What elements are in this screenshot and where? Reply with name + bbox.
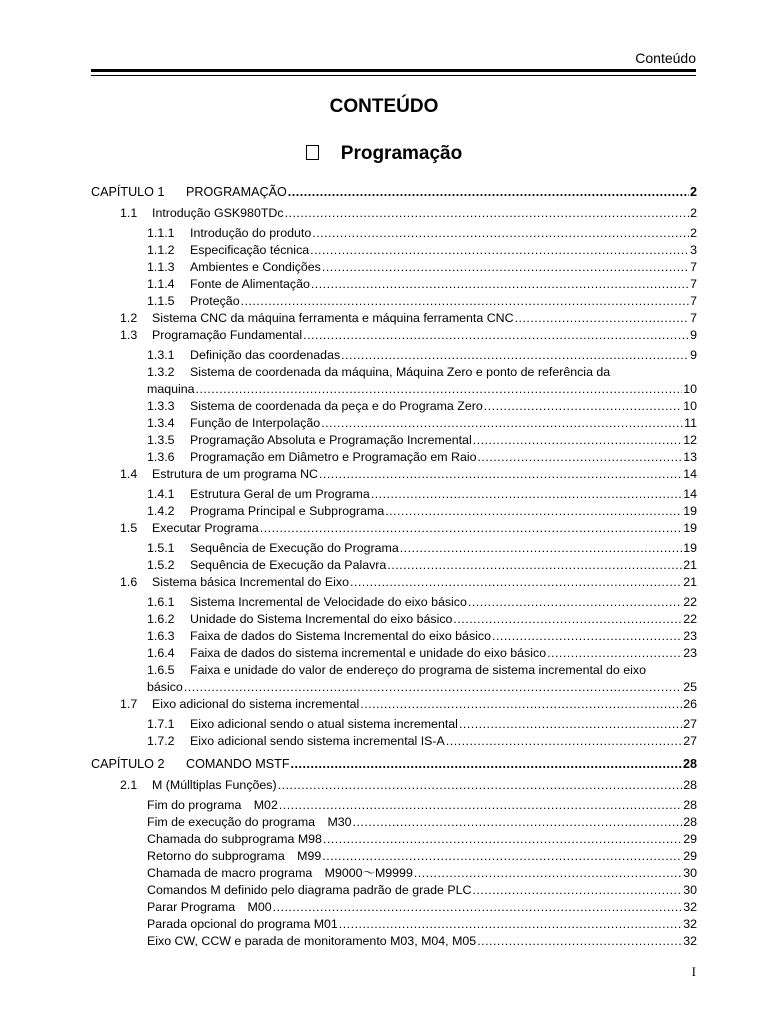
- toc-entry-first-line: [147, 662, 697, 679]
- toc-entry-page: 13: [683, 450, 697, 464]
- toc-entry-title: Ambientes e Condições: [190, 260, 321, 274]
- toc-entry-line: [147, 415, 697, 432]
- toc-entry-number: 1.3.5: [147, 433, 175, 447]
- toc-dot-leader: [387, 557, 682, 574]
- toc-dot-leader: [414, 865, 682, 882]
- toc-entry-title: Programação em Diâmetro e Programação em Raio: [190, 450, 477, 464]
- toc-entry-page: 29: [683, 832, 697, 846]
- toc-entry-line: [120, 696, 697, 713]
- toc-entry-number: 1.3.4: [147, 416, 175, 430]
- toc-entry-line: [147, 557, 697, 574]
- toc-entry-title: Programação Fundamental: [152, 328, 303, 342]
- toc-entry-page: 14: [683, 467, 697, 481]
- toc-entry-page: 11: [684, 416, 697, 430]
- toc-dot-leader: [196, 381, 683, 398]
- toc-dot-leader: [291, 755, 682, 774]
- toc-entry-title: Fim de execução do programa M30: [147, 815, 352, 829]
- toc-entry-line: [120, 310, 697, 327]
- toc-entry-page: 3: [690, 243, 697, 257]
- toc-entry-page: 22: [683, 595, 697, 609]
- toc-entry-number: 1.4: [120, 467, 138, 481]
- toc-dot-leader: [350, 574, 682, 591]
- toc-entry-title: Estrutura Geral de um Programa: [190, 487, 370, 501]
- toc-entry[interactable]: [91, 183, 697, 202]
- document-title: CONTEÚDO: [329, 96, 439, 117]
- toc-entry-title: Eixo CW, CCW e parada de monitoramento M03, M04, M05: [147, 934, 477, 948]
- toc-dot-leader: [273, 899, 683, 916]
- toc-entry-line: [147, 347, 697, 364]
- toc-entry-second-line: [147, 381, 697, 398]
- toc-dot-leader: [477, 933, 682, 950]
- toc-dot-leader: [278, 777, 683, 794]
- toc-entry-number: 1.1.1: [147, 226, 175, 240]
- toc-dot-leader: [353, 814, 683, 831]
- toc-dot-leader: [285, 205, 690, 222]
- toc-entry[interactable]: [91, 259, 697, 276]
- toc-entry-line: [120, 205, 697, 222]
- toc-entry-line: [120, 520, 697, 537]
- toc-dot-leader: [341, 347, 689, 364]
- toc-dot-leader: [303, 327, 689, 344]
- toc-entry-title: Faixa de dados do sistema incremental e unidade do eixo básico: [190, 646, 547, 660]
- toc-entry-number: CAPÍTULO 1: [91, 185, 165, 199]
- toc-entry-page: 9: [690, 328, 697, 342]
- toc-dot-leader: [547, 645, 682, 662]
- toc-entry-number: 1.5.1: [147, 541, 175, 555]
- toc-entry-line: [147, 594, 697, 611]
- toc-entry-title: Sistema de coordenada da máquina, Máquina Zero e ponto de referência da: [190, 365, 611, 379]
- toc-entry[interactable]: [91, 415, 697, 432]
- toc-entry-page: 28: [683, 778, 697, 792]
- toc-entry-line: [147, 540, 697, 557]
- toc-entry-number: 1.7: [120, 697, 138, 711]
- toc-entry[interactable]: [91, 933, 697, 950]
- toc-entry-page: 14: [683, 487, 697, 501]
- toc-dot-leader: [473, 432, 683, 449]
- toc-dot-leader: [385, 503, 682, 520]
- toc-entry-page: 28: [683, 798, 697, 812]
- toc-entry-line: [147, 916, 697, 933]
- toc-entry-title: PROGRAMAÇÃO: [186, 185, 287, 199]
- toc-entry-title: Proteção: [190, 294, 240, 308]
- toc-dot-leader: [477, 449, 682, 466]
- toc-dot-leader: [472, 882, 682, 899]
- toc-entry-page: 19: [683, 541, 697, 555]
- toc-entry-title: Programação Absoluta e Programação Incremental: [190, 433, 472, 447]
- toc-entry-title: Sequência de Execução do Programa: [190, 541, 399, 555]
- toc-entry-page: 23: [683, 646, 697, 660]
- toc-entry-number: 1.7.2: [147, 734, 175, 748]
- toc-entry-title: COMANDO MSTF: [186, 757, 290, 771]
- toc-dot-leader: [515, 310, 690, 327]
- toc-entry-title: Função de Interpolação: [190, 416, 321, 430]
- toc-entry-line: [120, 466, 697, 483]
- toc-entry-line: [147, 432, 697, 449]
- toc-entry-page: 7: [690, 311, 697, 325]
- toc-entry-line: [147, 848, 697, 865]
- toc-entry-line: [147, 733, 697, 750]
- toc-entry-line: [147, 503, 697, 520]
- toc-entry[interactable]: [91, 831, 697, 848]
- toc-entry-page: 19: [683, 504, 697, 518]
- toc-entry[interactable]: [91, 540, 697, 557]
- toc-entry[interactable]: [91, 899, 697, 916]
- toc-dot-leader: [323, 831, 682, 848]
- toc-entry-title: Eixo adicional sendo sistema incremental IS-A: [190, 734, 445, 748]
- toc-entry[interactable]: [91, 628, 697, 645]
- toc-entry-title: Eixo adicional sendo o atual sistema incremental: [190, 717, 458, 731]
- toc-entry-line: [147, 865, 697, 882]
- toc-entry-title: Faixa e unidade do valor de endereço do programa de sistema incremental do eixo: [190, 663, 646, 677]
- toc-entry-title-cont: maquina: [147, 382, 195, 396]
- toc-entry-title: Sistema de coordenada da peça e do Programa Zero: [190, 399, 483, 413]
- toc-dot-leader: [446, 733, 682, 750]
- toc-entry[interactable]: [91, 398, 697, 415]
- toc-entry-number: 1.6.2: [147, 612, 175, 626]
- toc-dot-leader: [492, 628, 682, 645]
- toc-entry-title: Sistema Incremental de Velocidade do eixo básico: [190, 595, 467, 609]
- toc-entry-title: Chamada de macro programa M9000～M9999: [147, 866, 413, 880]
- toc-entry-page: 28: [683, 815, 697, 829]
- toc-entry[interactable]: [91, 594, 697, 611]
- toc-entry-title: Faixa de dados do Sistema Incremental do eixo básico: [190, 629, 491, 643]
- toc-entry-line: [147, 716, 697, 733]
- toc-entry-title: Programa Principal e Subprograma: [190, 504, 385, 518]
- toc-entry-number: 1.6: [120, 575, 138, 589]
- toc-entry-title: Fim do programa M02: [147, 798, 278, 812]
- toc-entry-number: 1.3: [120, 328, 138, 342]
- toc-dot-leader: [184, 679, 682, 696]
- toc-entry[interactable]: [91, 882, 697, 899]
- toc-entry[interactable]: [91, 865, 697, 882]
- running-head: Conteúdo: [635, 50, 696, 66]
- toc-entry-title: Retorno do subprograma M99: [147, 849, 322, 863]
- toc-entry-page: 10: [683, 399, 697, 413]
- toc-entry-page: 25: [683, 680, 697, 694]
- toc-entry-line: [147, 276, 697, 293]
- toc-dot-leader: [322, 259, 689, 276]
- toc-entry-line: [147, 933, 697, 950]
- toc-entry-page: 22: [683, 612, 697, 626]
- toc-entry-page: 30: [683, 866, 697, 880]
- toc-entry-line: [147, 628, 697, 645]
- toc-entry-number: 1.1: [120, 206, 138, 220]
- toc-entry-title: Parada opcional do programa M01: [147, 917, 338, 931]
- toc-entry-title: Definição das coordenadas: [190, 348, 341, 362]
- toc-entry-page: 21: [683, 558, 697, 572]
- checkbox-glyph-icon: [306, 145, 319, 160]
- toc-entry-number: 1.4.2: [147, 504, 175, 518]
- toc-dot-leader: [319, 466, 682, 483]
- toc-entry-page: 10: [683, 382, 697, 396]
- toc-entry[interactable]: [91, 662, 697, 696]
- toc-entry-number: 1.6.3: [147, 629, 175, 643]
- toc-entry[interactable]: [91, 520, 697, 537]
- toc-dot-leader: [468, 594, 682, 611]
- toc-entry-number: 1.3.3: [147, 399, 175, 413]
- toc-entry-title: Executar Programa: [152, 521, 259, 535]
- toc-entry-number: 1.5: [120, 521, 138, 535]
- toc-entry[interactable]: [91, 276, 697, 293]
- toc-entry-page: 32: [683, 917, 697, 931]
- toc-entry-page: 23: [683, 629, 697, 643]
- toc-entry-title: Introdução do produto: [190, 226, 312, 240]
- part-title-text: Programação: [340, 143, 463, 164]
- toc-entry-line: [91, 755, 697, 774]
- toc-entry-page: 30: [683, 883, 697, 897]
- toc-dot-leader: [360, 696, 682, 713]
- toc-entry-number: 1.7.1: [147, 717, 175, 731]
- toc-entry-number: 1.2: [120, 311, 138, 325]
- toc-entry-line: [147, 611, 697, 628]
- toc-entry-page: 7: [690, 277, 697, 291]
- toc-entry-number: 1.4.1: [147, 487, 175, 501]
- toc-entry[interactable]: [91, 327, 697, 344]
- toc-entry[interactable]: [91, 777, 697, 794]
- toc-entry-number: 1.3.1: [147, 348, 175, 362]
- toc-entry-line: [147, 831, 697, 848]
- toc-entry-line: [91, 183, 697, 202]
- toc-entry-number: 1.6.1: [147, 595, 175, 609]
- toc-entry-title: Eixo adicional do sistema incremental: [152, 697, 360, 711]
- toc-entry[interactable]: [91, 242, 697, 259]
- toc-entry-page: 7: [690, 260, 697, 274]
- toc-entry-page: 2: [690, 206, 697, 220]
- toc-entry-title: Unidade do Sistema Incremental do eixo básico: [190, 612, 453, 626]
- toc-entry[interactable]: [91, 225, 697, 242]
- toc-entry-number: 1.6.4: [147, 646, 175, 660]
- toc-entry[interactable]: [91, 486, 697, 503]
- toc-entry-line: [147, 398, 697, 415]
- toc-entry-page: 32: [683, 900, 697, 914]
- toc-entry-number: 1.6.5: [147, 663, 175, 677]
- toc-entry[interactable]: [91, 696, 697, 713]
- toc-entry-number: 1.3.2: [147, 365, 175, 379]
- toc-dot-leader: [339, 916, 682, 933]
- toc-entry-title: Estrutura de um programa NC: [152, 467, 318, 481]
- toc-entry-line: [147, 449, 697, 466]
- toc-dot-leader: [311, 276, 689, 293]
- toc-entry[interactable]: [91, 716, 697, 733]
- toc-entry-page: 2: [689, 185, 697, 199]
- toc-entry[interactable]: [91, 755, 697, 774]
- toc-dot-leader: [484, 398, 682, 415]
- toc-entry-line: [147, 242, 697, 259]
- toc-entry-line: [120, 574, 697, 591]
- toc-entry-line: [147, 882, 697, 899]
- header-rule-thick: [91, 69, 696, 72]
- toc-entry-title: M (Múlltiplas Funções): [152, 778, 277, 792]
- toc-entry-second-line: [147, 679, 697, 696]
- toc-dot-leader: [312, 225, 689, 242]
- toc-entry-page: 29: [683, 849, 697, 863]
- toc-dot-leader: [310, 242, 689, 259]
- toc-entry[interactable]: [91, 814, 697, 831]
- toc-entry-number: 1.3.6: [147, 450, 175, 464]
- toc-entry[interactable]: [91, 364, 697, 398]
- toc-entry-line: [147, 293, 697, 310]
- toc-entry[interactable]: [91, 916, 697, 933]
- toc-entry-page: 32: [683, 934, 697, 948]
- toc-dot-leader: [371, 486, 682, 503]
- toc-entry-number: 2.1: [120, 778, 138, 792]
- toc-entry-title: Chamada do subprograma M98: [147, 832, 322, 846]
- toc-entry[interactable]: [91, 347, 697, 364]
- toc-entry[interactable]: [91, 733, 697, 750]
- toc-entry[interactable]: [91, 310, 697, 327]
- toc-entry[interactable]: [91, 432, 697, 449]
- toc-entry-title: Introdução GSK980TDc: [152, 206, 284, 220]
- toc-entry-page: 12: [683, 433, 697, 447]
- toc-entry-title: Parar Programa M00: [147, 900, 272, 914]
- toc-entry-title: Sequência de Execução da Palavra: [190, 558, 387, 572]
- toc-entry[interactable]: [91, 574, 697, 591]
- toc-entry-number: 1.1.2: [147, 243, 175, 257]
- toc-entry-title: Especificação técnica: [190, 243, 310, 257]
- toc-entry-page: 19: [683, 521, 697, 535]
- toc-dot-leader: [400, 540, 682, 557]
- toc-entry-title: Sistema CNC da máquina ferramenta e máquina ferramenta CNC: [152, 311, 514, 325]
- toc-dot-leader: [322, 848, 682, 865]
- toc-entry-line: [147, 486, 697, 503]
- toc-entry-title: Fonte de Alimentação: [190, 277, 310, 291]
- toc-entry-line: [147, 814, 697, 831]
- toc-entry-number: 1.1.3: [147, 260, 175, 274]
- toc-entry[interactable]: [91, 611, 697, 628]
- toc-entry-title: Sistema básica Incremental do Eixo: [152, 575, 349, 589]
- part-title: [0, 143, 768, 165]
- toc-dot-leader: [288, 183, 689, 202]
- toc-entry-page: 21: [683, 575, 697, 589]
- toc-entry-page: 2: [690, 226, 697, 240]
- toc-entry[interactable]: [91, 645, 697, 662]
- toc-entry-page: 27: [683, 717, 697, 731]
- toc-entry-page: 7: [690, 294, 697, 308]
- toc-entry-line: [147, 259, 697, 276]
- toc-entry[interactable]: [91, 449, 697, 466]
- toc-entry-first-line: [147, 364, 697, 381]
- toc-entry-title-cont: básico: [147, 680, 183, 694]
- toc-entry[interactable]: [91, 466, 697, 483]
- toc-dot-leader: [279, 797, 682, 814]
- page-number: I: [691, 964, 696, 979]
- toc-entry-number: 1.1.4: [147, 277, 175, 291]
- toc-entry-page: 27: [683, 734, 697, 748]
- toc-entry-number: 1.5.2: [147, 558, 175, 572]
- toc-entry[interactable]: [91, 557, 697, 574]
- toc-dot-leader: [459, 716, 682, 733]
- toc-dot-leader: [453, 611, 682, 628]
- toc-entry-title: Comandos M definido pelo diagrama padrão de grade PLC: [147, 883, 472, 897]
- toc-entry-number: CAPÍTULO 2: [91, 757, 165, 771]
- toc-dot-leader: [241, 293, 690, 310]
- toc-entry-line: [147, 645, 697, 662]
- toc-dot-leader: [321, 415, 683, 432]
- toc-entry-line: [147, 225, 697, 242]
- toc-entry[interactable]: [91, 797, 697, 814]
- toc-entry-page: 26: [683, 697, 697, 711]
- toc-entry[interactable]: [91, 205, 697, 222]
- toc-entry[interactable]: [91, 293, 697, 310]
- toc-entry-line: [147, 797, 697, 814]
- toc-entry-line: [120, 777, 697, 794]
- table-of-contents: [91, 183, 697, 950]
- toc-entry-page: 9: [690, 348, 697, 362]
- toc-entry-page: 28: [682, 757, 697, 771]
- toc-entry-line: [147, 899, 697, 916]
- toc-entry-line: [120, 327, 697, 344]
- toc-dot-leader: [260, 520, 682, 537]
- header-rule-thin: [91, 75, 696, 76]
- toc-entry-number: 1.1.5: [147, 294, 175, 308]
- toc-entry[interactable]: [91, 848, 697, 865]
- toc-entry[interactable]: [91, 503, 697, 520]
